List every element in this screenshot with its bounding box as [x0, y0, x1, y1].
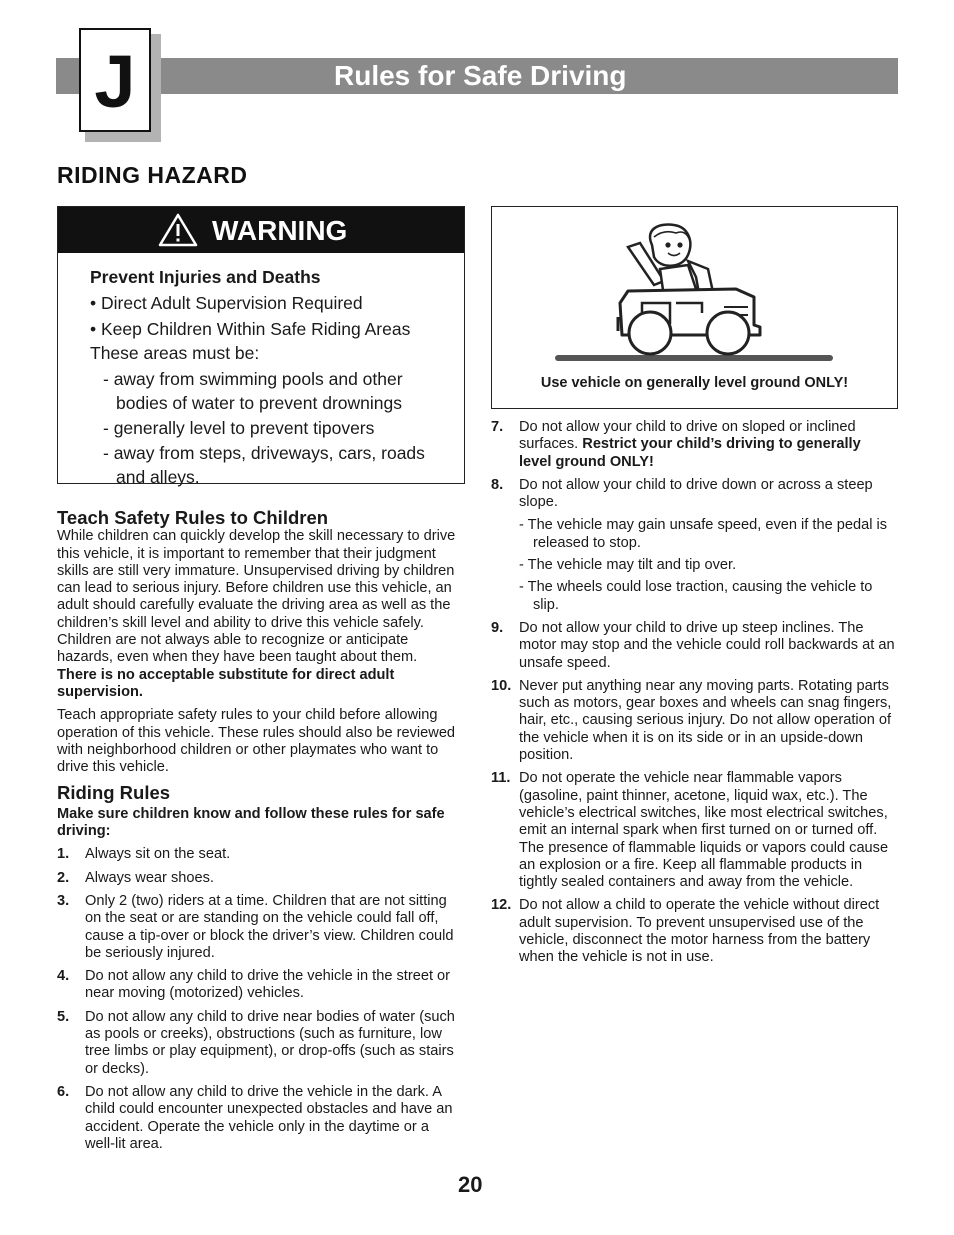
rule-item	[57, 1009, 457, 1078]
rule-number: 5.	[57, 1008, 70, 1025]
warning-area: - generally level to prevent tipovers	[103, 418, 375, 438]
teach-para-bold: There is no acceptable substitute for direct adult supervision.	[57, 666, 395, 700]
left-column	[57, 509, 457, 1153]
rule-item	[57, 1084, 457, 1153]
right-column	[491, 419, 897, 967]
teach-para-text: While children can quickly develop the skill necessary to drive this vehicle, it is important to remember that their judgment skills are still very immature. Unsupervised driving by children can lead to serious injury. Before children use this vehicle, an adult should carefully evaluate the driving area as well as the children’s skill level and ability to drive this vehicle safely. Children are not always able to recognize or anticipate hazards, even when they have been taught about them.	[57, 528, 456, 666]
rule-text: Never put anything near any moving parts. Rotating parts such as motors, gear boxes and wheels can snag fingers, hair, etc., causing serious injury. Do not allow operation of the vehicle when it is on its side or in an upside-down position.	[519, 677, 892, 764]
rule-item	[57, 846, 457, 863]
rule-text: Do not operate the vehicle near flammable vapors (gasoline, paint thinner, acetone, liquid wax, etc.). The vehicle’s electrical switches, like most electrical switches, emit an internal spark when first turned on or turned off. The presence of flammable liquids or vapors could cause an explosion or a fire. Keep all flammable products in tightly sealed containers and away from the vehicle.	[519, 770, 889, 891]
warning-box	[57, 206, 465, 487]
rule-text-bold: Restrict your child’s driving to generally level ground ONLY!	[519, 436, 861, 470]
illustration-caption: Use vehicle on generally level ground ONLY!	[540, 375, 849, 391]
rule-sub-item: - The wheels could lose traction, causing the vehicle to slip.	[519, 579, 873, 613]
rule-number: 11.	[491, 770, 511, 787]
section-heading: RIDING HAZARD	[57, 162, 248, 188]
rule-number: 9.	[491, 619, 504, 636]
rule-text: Do not allow a child to operate the vehicle without direct adult supervision. To prevent unsupervised use of the vehicle, disconnect the motor harness from the battery when the vehicle is not in use.	[519, 897, 880, 966]
teach-paragraph	[57, 528, 457, 701]
warning-header	[58, 207, 464, 253]
rule-number: 3.	[57, 892, 70, 909]
rule-sub-item: - The vehicle may gain unsafe speed, even if the pedal is released to stop.	[519, 517, 888, 551]
rule-item	[491, 770, 897, 891]
illustration-box	[491, 206, 898, 409]
warning-subheading: Prevent Injuries and Deaths	[90, 267, 321, 287]
rule-text: Do not allow your child to drive up steep inclines. The motor may stop and the vehicle could roll backwards at an unsafe speed.	[519, 619, 895, 671]
teach-heading: Teach Safety Rules to Children	[57, 507, 329, 528]
warning-area: - away from swimming pools and other bodies of water to prevent drownings	[103, 369, 403, 413]
warning-bullet: • Keep Children Within Safe Riding Areas	[90, 319, 411, 339]
rule-item	[491, 419, 897, 471]
rule-text: Always wear shoes.	[85, 869, 214, 886]
warning-bullet: • Direct Adult Supervision Required	[90, 293, 363, 313]
rule-text: Only 2 (two) riders at a time. Children that are not sitting on the seat or are standing on the vehicle could fall off, cause a tip-over or block the driver’s view. Children could be seriously injured.	[85, 892, 454, 961]
rule-number: 12.	[491, 897, 512, 914]
rule-item	[57, 968, 457, 1003]
section-letter: J	[94, 40, 136, 123]
page-title: Rules for Safe Driving	[334, 60, 627, 91]
section-letter-box	[79, 28, 151, 132]
child-driving-vehicle-illustration	[492, 207, 896, 367]
rule-number: 10.	[491, 677, 512, 694]
page-number: 20	[458, 1172, 483, 1197]
rule-item	[57, 870, 457, 887]
riding-rules-intro: Make sure children know and follow these rules for safe driving:	[57, 805, 445, 840]
teach-paragraph-2: Teach appropriate safety rules to your child before allowing operation of this vehicle. These rules should also be reviewed with neighborhood children or other playmates who want to drive this vehicle.	[57, 707, 456, 776]
rule-text: Do not allow your child to drive on sloped or inclined surfaces.	[519, 419, 856, 453]
rule-item	[491, 477, 897, 512]
rule-text: Do not allow your child to drive down or across a steep slope.	[519, 476, 873, 511]
rule-item	[491, 897, 897, 966]
rule-number: 1.	[57, 846, 70, 863]
warning-areas-intro: These areas must be:	[90, 343, 260, 363]
rule-text: Always sit on the seat.	[85, 846, 231, 863]
rule-text: Do not allow any child to drive near bodies of water (such as pools or creeks), obstructions (such as furniture, low tree limbs or play equipment), or drop-offs (such as stairs or decks).	[85, 1008, 455, 1077]
rule-number: 7.	[491, 419, 504, 435]
rule-item	[491, 678, 897, 764]
rule-number: 6.	[57, 1083, 70, 1100]
rule-item	[491, 620, 897, 672]
rule-sub-item: - The vehicle may tilt and tip over.	[519, 557, 737, 574]
rule-item	[57, 893, 457, 962]
warning-area: - away from steps, driveways, cars, roads and alleys.	[103, 443, 425, 487]
rule-number: 2.	[57, 869, 70, 886]
warning-triangle-icon	[158, 213, 198, 247]
warning-body	[90, 265, 454, 489]
rule-text: Do not allow any child to drive the vehicle in the street or near moving (motorized) vehicles.	[85, 968, 451, 1002]
rule-number: 8.	[491, 476, 504, 493]
rule-number: 4.	[57, 968, 70, 985]
warning-title: WARNING	[212, 215, 348, 246]
riding-rules-heading: Riding Rules	[57, 782, 171, 804]
rule-text: Do not allow any child to drive the vehicle in the dark. A child could encounter unexpected obstacles and have an accident. Operate the vehicle only in the daytime or a well-lit area.	[85, 1083, 453, 1152]
